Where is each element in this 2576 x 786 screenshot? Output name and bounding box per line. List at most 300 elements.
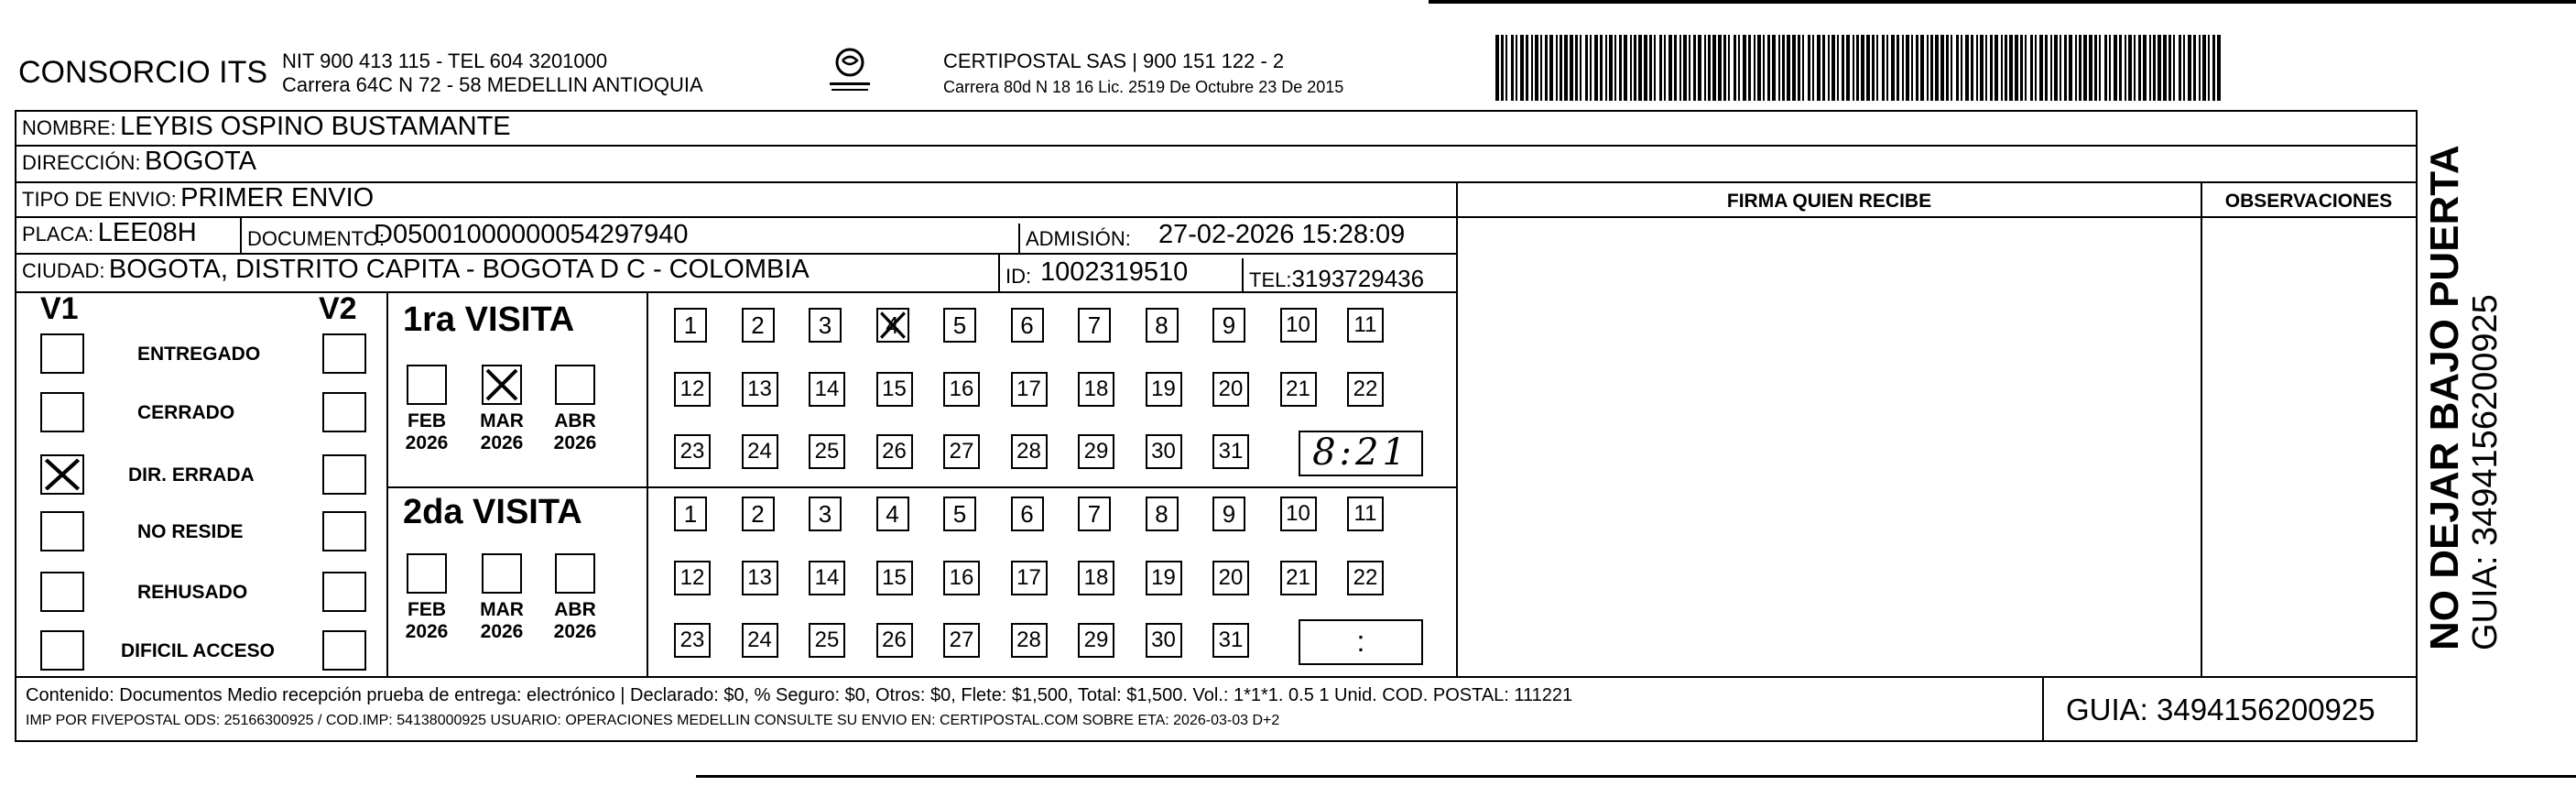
barcode-bar [1630, 35, 1632, 101]
barcode-bar [1644, 35, 1647, 101]
day-number: 13 [747, 565, 772, 590]
footer-guia: GUIA: 3494156200925 [2066, 693, 2375, 726]
barcode-bar [2045, 35, 2048, 101]
month-label [548, 410, 603, 454]
barcode-bar [2109, 35, 2111, 101]
barcode-bar [1600, 35, 1603, 101]
day-box[interactable] [1011, 308, 1044, 343]
status-label: CERRADO [137, 402, 235, 423]
day-number: 14 [814, 377, 840, 401]
month-label [399, 599, 454, 643]
day-number: 12 [679, 377, 705, 401]
day-number: 27 [949, 439, 974, 464]
month-checkbox[interactable] [482, 553, 522, 594]
day-box[interactable] [742, 308, 775, 343]
tel-field [1249, 265, 1424, 293]
tipo-value: PRIMER ENVIO [180, 183, 375, 213]
barcode-bar [2069, 35, 2072, 101]
month-checkbox[interactable] [555, 553, 595, 594]
day-number: 23 [679, 628, 705, 652]
barcode-bar [1842, 35, 1844, 101]
barcode-bar [2005, 35, 2007, 101]
barcode-bar [2202, 35, 2206, 101]
barcode-bar [2015, 35, 2018, 101]
barcode-bar [1882, 35, 1885, 101]
day-box[interactable] [742, 623, 778, 658]
day-number: 14 [814, 565, 840, 590]
barcode-bar [2193, 35, 2196, 101]
barcode-bar [1866, 35, 1870, 101]
barcode-bar [2009, 35, 2013, 101]
day-number: 30 [1151, 628, 1176, 652]
day-number: 11 [1353, 312, 1377, 337]
day-box[interactable] [1280, 561, 1317, 595]
barcode-bar [1886, 35, 1888, 101]
barcode-bar [1994, 35, 1998, 101]
barcode-bar [1674, 35, 1677, 101]
day-box[interactable] [674, 623, 711, 658]
barcode-bar [1976, 35, 1978, 101]
barcode-bar [1792, 35, 1796, 101]
id-label: ID: [1005, 265, 1032, 288]
month-label [399, 410, 454, 454]
day-number: 10 [1286, 501, 1310, 526]
barcode-bar [1728, 35, 1730, 101]
barcode-bar [1817, 35, 1821, 101]
firma-header: FIRMA QUIEN RECIBE [1726, 191, 1932, 212]
day-box[interactable] [1347, 372, 1384, 407]
scan-edge-bottom [696, 775, 2576, 778]
day-number: 29 [1083, 628, 1109, 652]
col-sep-obs [2201, 183, 2202, 676]
month-checkbox[interactable] [555, 365, 595, 405]
barcode-bar [1940, 35, 1944, 101]
v1-checkbox[interactable] [40, 454, 84, 495]
day-box[interactable] [1280, 497, 1317, 531]
month-year: 2026 [480, 432, 524, 453]
day-number: 22 [1353, 565, 1378, 590]
barcode-bar [1965, 35, 1969, 101]
barcode-bar [1679, 35, 1681, 101]
barcode-bar [1961, 35, 1962, 101]
v1-label: V1 [40, 291, 79, 326]
barcode-bar [1856, 35, 1859, 101]
nombre-value: LEYBIS OSPINO BUSTAMANTE [120, 112, 511, 141]
day-box[interactable] [674, 561, 711, 595]
barcode-bar [1808, 35, 1810, 101]
day-number: 25 [814, 439, 840, 464]
barcode-bar [1935, 35, 1939, 101]
day-box[interactable] [876, 434, 913, 469]
barcode-bar [1902, 35, 1904, 101]
barcode-bar [1812, 35, 1814, 101]
row-direccion [16, 147, 2418, 183]
day-box[interactable] [876, 497, 909, 531]
month-checkbox[interactable] [407, 553, 447, 594]
barcode-bar [1619, 35, 1622, 101]
barcode-bar [1605, 35, 1607, 101]
barcode-bar [1564, 35, 1568, 101]
admision-label: ADMISIÓN: [1026, 227, 1131, 250]
day-box[interactable] [1011, 623, 1048, 658]
barcode-bar [1689, 35, 1690, 101]
day-number: 3 [818, 500, 832, 528]
day-box[interactable] [1078, 308, 1111, 343]
v2-checkbox[interactable] [322, 392, 366, 432]
barcode-bar [1891, 35, 1895, 101]
day-box[interactable] [1212, 434, 1249, 469]
month-label [474, 410, 529, 454]
day-number: 6 [1020, 311, 1034, 339]
day-box[interactable] [809, 308, 842, 343]
tel-value: 3193729436 [1291, 265, 1425, 292]
barcode-bar [2064, 35, 2067, 101]
barcode-bar [1594, 35, 1598, 101]
barcode-bar [1505, 35, 1507, 101]
barcode-bar [1659, 35, 1662, 101]
v1-checkbox[interactable] [40, 572, 84, 612]
day-box[interactable] [1347, 308, 1384, 343]
month-name: FEB [408, 410, 446, 431]
day-number: 18 [1083, 377, 1109, 401]
v2-checkbox[interactable] [322, 511, 366, 551]
day-number: 27 [949, 628, 974, 652]
day-number: 31 [1218, 439, 1244, 464]
barcode-bar [1609, 35, 1613, 101]
barcode-bar [1876, 35, 1878, 101]
day-number: 17 [1016, 565, 1041, 590]
day-number: 2 [751, 311, 765, 339]
day-box[interactable] [1011, 434, 1048, 469]
month-label [474, 599, 529, 643]
day-box[interactable] [943, 497, 976, 531]
barcode-bar [1540, 35, 1542, 101]
day-box[interactable] [1146, 308, 1179, 343]
barcode-bar [1580, 35, 1581, 101]
certipostal-logo-icon [822, 44, 877, 97]
direccion-value: BOGOTA [145, 147, 256, 176]
col-sep-firma [1456, 183, 1458, 676]
placa-value: LEE08H [97, 218, 197, 247]
day-number: 4 [886, 311, 899, 339]
barcode-bar [1545, 35, 1548, 101]
side-guia: GUIA: 3494156200925 [2466, 294, 2505, 650]
barcode-bar [1516, 35, 1517, 101]
day-number: 30 [1151, 439, 1176, 464]
barcode-bar [1920, 35, 1924, 101]
day-box[interactable] [1078, 561, 1114, 595]
no-dejar-warning: NO DEJAR BAJO PUERTA [2422, 145, 2467, 650]
day-box[interactable] [1347, 561, 1384, 595]
day-box[interactable] [1212, 497, 1245, 531]
nombre-label: NOMBRE: [22, 116, 116, 139]
barcode-bar [2158, 35, 2161, 101]
barcode-bar [1837, 35, 1839, 101]
observaciones-header: OBSERVACIONES [2224, 191, 2393, 212]
day-number: 1 [683, 311, 698, 339]
barcode-bar [1946, 35, 1949, 101]
barcode-bar [2025, 35, 2027, 101]
barcode-bar [2114, 35, 2117, 101]
day-number: 8 [1155, 311, 1168, 339]
v2-checkbox[interactable] [322, 572, 366, 612]
month-name: FEB [408, 599, 446, 620]
barcode-bar [2188, 35, 2191, 101]
day-box[interactable] [1011, 497, 1044, 531]
barcode-bar [1916, 35, 1918, 101]
day-box[interactable] [943, 561, 980, 595]
barcode-bar [2173, 35, 2175, 101]
day-number: 15 [882, 565, 907, 590]
barcode-bar [1985, 35, 1987, 101]
barcode-bar [2050, 35, 2052, 101]
sep-status-visits [386, 293, 388, 676]
barcode-bar [2183, 35, 2185, 101]
barcode-bar [1718, 35, 1722, 101]
day-number: 16 [949, 565, 974, 590]
day-number: 26 [882, 439, 907, 464]
day-number: 11 [1353, 501, 1377, 526]
day-box[interactable] [1212, 308, 1245, 343]
first-visit-title: 1ra VISITA [403, 300, 575, 339]
day-number: 28 [1016, 628, 1041, 652]
day-number: 29 [1083, 439, 1109, 464]
sep-footer-guia [2042, 678, 2044, 742]
barcode-bar [1575, 35, 1578, 101]
day-box[interactable] [876, 623, 913, 658]
v1-checkbox[interactable] [40, 630, 84, 671]
barcode-bar [1734, 35, 1736, 101]
barcode-bar [1951, 35, 1952, 101]
status-label: NO RESIDE [137, 521, 244, 542]
barcode-bar [2094, 35, 2097, 101]
day-number: 6 [1020, 500, 1034, 528]
tipo-label: TIPO DE ENVIO: [22, 188, 177, 211]
sep-visit-rows [388, 486, 1456, 488]
day-box[interactable] [1146, 561, 1182, 595]
barcode-bar [1754, 35, 1755, 101]
day-box[interactable] [1212, 561, 1249, 595]
barcode-bar [1956, 35, 1959, 101]
day-box[interactable] [1146, 372, 1182, 407]
barcode-bar [2212, 35, 2215, 101]
day-box[interactable] [674, 308, 707, 343]
barcode-bar [1927, 35, 1929, 101]
company-address: Carrera 64C N 72 - 58 MEDELLIN ANTIOQUIA [282, 73, 703, 96]
day-number: 8 [1155, 500, 1168, 528]
day-box[interactable] [1212, 623, 1249, 658]
status-label: REHUSADO [137, 582, 248, 603]
day-number: 4 [886, 500, 899, 528]
barcode-bar [1614, 35, 1616, 101]
barcode-bar [2089, 35, 2092, 101]
barcode-bar [1743, 35, 1746, 101]
barcode [1495, 35, 2228, 101]
day-box[interactable] [742, 497, 775, 531]
v1-checkbox[interactable] [40, 392, 84, 432]
barcode-bar [1511, 35, 1514, 101]
barcode-bar [1535, 35, 1538, 101]
barcode-bar [1846, 35, 1850, 101]
day-box[interactable] [1078, 434, 1114, 469]
day-box[interactable] [674, 497, 707, 531]
day-box[interactable] [809, 497, 842, 531]
barcode-bar [1897, 35, 1899, 101]
barcode-bar [2001, 35, 2003, 101]
barcode-bar [2179, 35, 2181, 101]
day-number: 21 [1286, 565, 1310, 590]
barcode-bar [2075, 35, 2077, 101]
v2-checkbox[interactable] [322, 630, 366, 671]
day-box[interactable] [1280, 308, 1317, 343]
day-number: 19 [1151, 377, 1176, 401]
day-number: 22 [1353, 377, 1378, 401]
barcode-bar [1704, 35, 1706, 101]
sep-id-tel [1242, 258, 1244, 293]
tel-label: TEL: [1249, 268, 1292, 291]
v2-checkbox[interactable] [322, 454, 366, 495]
day-box[interactable] [876, 561, 913, 595]
company-name: CONSORCIO ITS [18, 55, 268, 90]
barcode-bar [1590, 35, 1592, 101]
day-number: 15 [882, 377, 907, 401]
month-name: MAR [480, 410, 524, 431]
day-box[interactable] [1011, 561, 1048, 595]
day-box[interactable] [1078, 372, 1114, 407]
day-box[interactable] [876, 372, 913, 407]
day-box[interactable] [742, 561, 778, 595]
day-box[interactable] [809, 561, 845, 595]
day-box[interactable] [1212, 372, 1249, 407]
day-number: 31 [1218, 628, 1244, 652]
day-box[interactable] [943, 434, 980, 469]
barcode-bar [2199, 35, 2201, 101]
barcode-bar [1585, 35, 1588, 101]
day-box[interactable] [742, 434, 778, 469]
barcode-bar [1767, 35, 1770, 101]
footer-line-2: IMP POR FIVEPOSTAL ODS: 25166300925 / COD.IMP: 54138000925 USUARIO: OPERACIONES MEDELLIN CONSULTE SU ENVIO EN: CERTIPOSTAL.COM SOBRE ETA: 2026-03-03 D+2 [26, 713, 1280, 728]
day-box[interactable] [809, 434, 845, 469]
barcode-bar [1556, 35, 1558, 101]
sep-placa-doc [240, 218, 242, 255]
day-box[interactable] [943, 372, 980, 407]
documento-value: D05001000000054297940 [374, 220, 689, 249]
barcode-bar [1822, 35, 1825, 101]
barcode-bar [2083, 35, 2087, 101]
barcode-bar [1654, 35, 1656, 101]
barcode-bar [1531, 35, 1533, 101]
barcode-bar [2153, 35, 2156, 101]
ciudad-label: CIUDAD: [22, 259, 105, 282]
barcode-bar [1698, 35, 1701, 101]
barcode-bar [2168, 35, 2171, 101]
row-tipo [16, 183, 1456, 218]
day-box[interactable] [674, 434, 711, 469]
barcode-bar [1853, 35, 1854, 101]
barcode-bar [2030, 35, 2033, 101]
day-box[interactable] [1347, 497, 1384, 531]
barcode-bar [1980, 35, 1984, 101]
day-box[interactable] [1146, 497, 1179, 531]
scan-edge-top [1429, 0, 2576, 4]
second-visit-time-value: : [1356, 625, 1365, 658]
day-box[interactable] [1146, 623, 1182, 658]
ciudad-value: BOGOTA, DISTRITO CAPITA - BOGOTA D C - COLOMBIA [108, 255, 810, 284]
first-visit-time [1299, 431, 1423, 476]
barcode-bar [1708, 35, 1711, 101]
v1-checkbox[interactable] [40, 333, 84, 374]
day-number: 2 [751, 500, 765, 528]
day-box[interactable] [1078, 497, 1111, 531]
barcode-bar [1828, 35, 1830, 101]
side-text [2422, 137, 2532, 650]
v2-checkbox[interactable] [322, 333, 366, 374]
placa-label: PLACA: [22, 223, 94, 246]
barcode-bar [2039, 35, 2043, 101]
day-box[interactable] [1011, 372, 1048, 407]
day-number: 28 [1016, 439, 1041, 464]
barcode-bar [1712, 35, 1716, 101]
day-box[interactable] [1146, 434, 1182, 469]
barcode-bar [1971, 35, 1973, 101]
month-name: MAR [480, 599, 524, 620]
barcode-bar [2134, 35, 2136, 101]
month-year: 2026 [553, 432, 597, 453]
barcode-bar [1872, 35, 1875, 101]
barcode-bar [1748, 35, 1751, 101]
barcode-bar [1560, 35, 1562, 101]
day-box[interactable] [876, 308, 909, 343]
month-checkbox[interactable] [407, 365, 447, 405]
barcode-bar [1649, 35, 1652, 101]
barcode-bar [1638, 35, 1642, 101]
second-visit-title: 2da VISITA [403, 493, 582, 531]
day-box[interactable] [674, 372, 711, 407]
barcode-bar [1520, 35, 1524, 101]
v2-label: V2 [319, 291, 357, 326]
day-box[interactable] [943, 623, 980, 658]
day-box[interactable] [1280, 372, 1317, 407]
barcode-bar [2217, 35, 2221, 101]
v1-checkbox[interactable] [40, 511, 84, 551]
barcode-bar [1634, 35, 1636, 101]
barcode-bar [2125, 35, 2126, 101]
barcode-bar [1906, 35, 1909, 101]
barcode-bar [1861, 35, 1864, 101]
barcode-bar [1549, 35, 1553, 101]
direccion-label: DIRECCIÓN: [22, 151, 141, 174]
day-box[interactable] [742, 372, 778, 407]
month-year: 2026 [480, 621, 524, 642]
barcode-bar [1668, 35, 1672, 101]
day-number: 24 [747, 628, 772, 652]
month-checkbox[interactable] [482, 365, 522, 405]
barcode-bar [1782, 35, 1785, 101]
day-number: 5 [952, 311, 967, 339]
day-box[interactable] [1078, 623, 1114, 658]
month-name: ABR [554, 410, 596, 431]
barcode-bar [1683, 35, 1687, 101]
barcode-bar [1911, 35, 1913, 101]
day-box[interactable] [809, 372, 845, 407]
barcode-bar [1757, 35, 1761, 101]
day-box[interactable] [943, 308, 976, 343]
sep-ciudad-id [998, 255, 1000, 293]
day-number: 10 [1286, 312, 1310, 337]
day-box[interactable] [809, 623, 845, 658]
courier-address: Carrera 80d N 18 16 Lic. 2519 De Octubre 23 De 2015 [943, 78, 1344, 96]
barcode-bar [2060, 35, 2061, 101]
